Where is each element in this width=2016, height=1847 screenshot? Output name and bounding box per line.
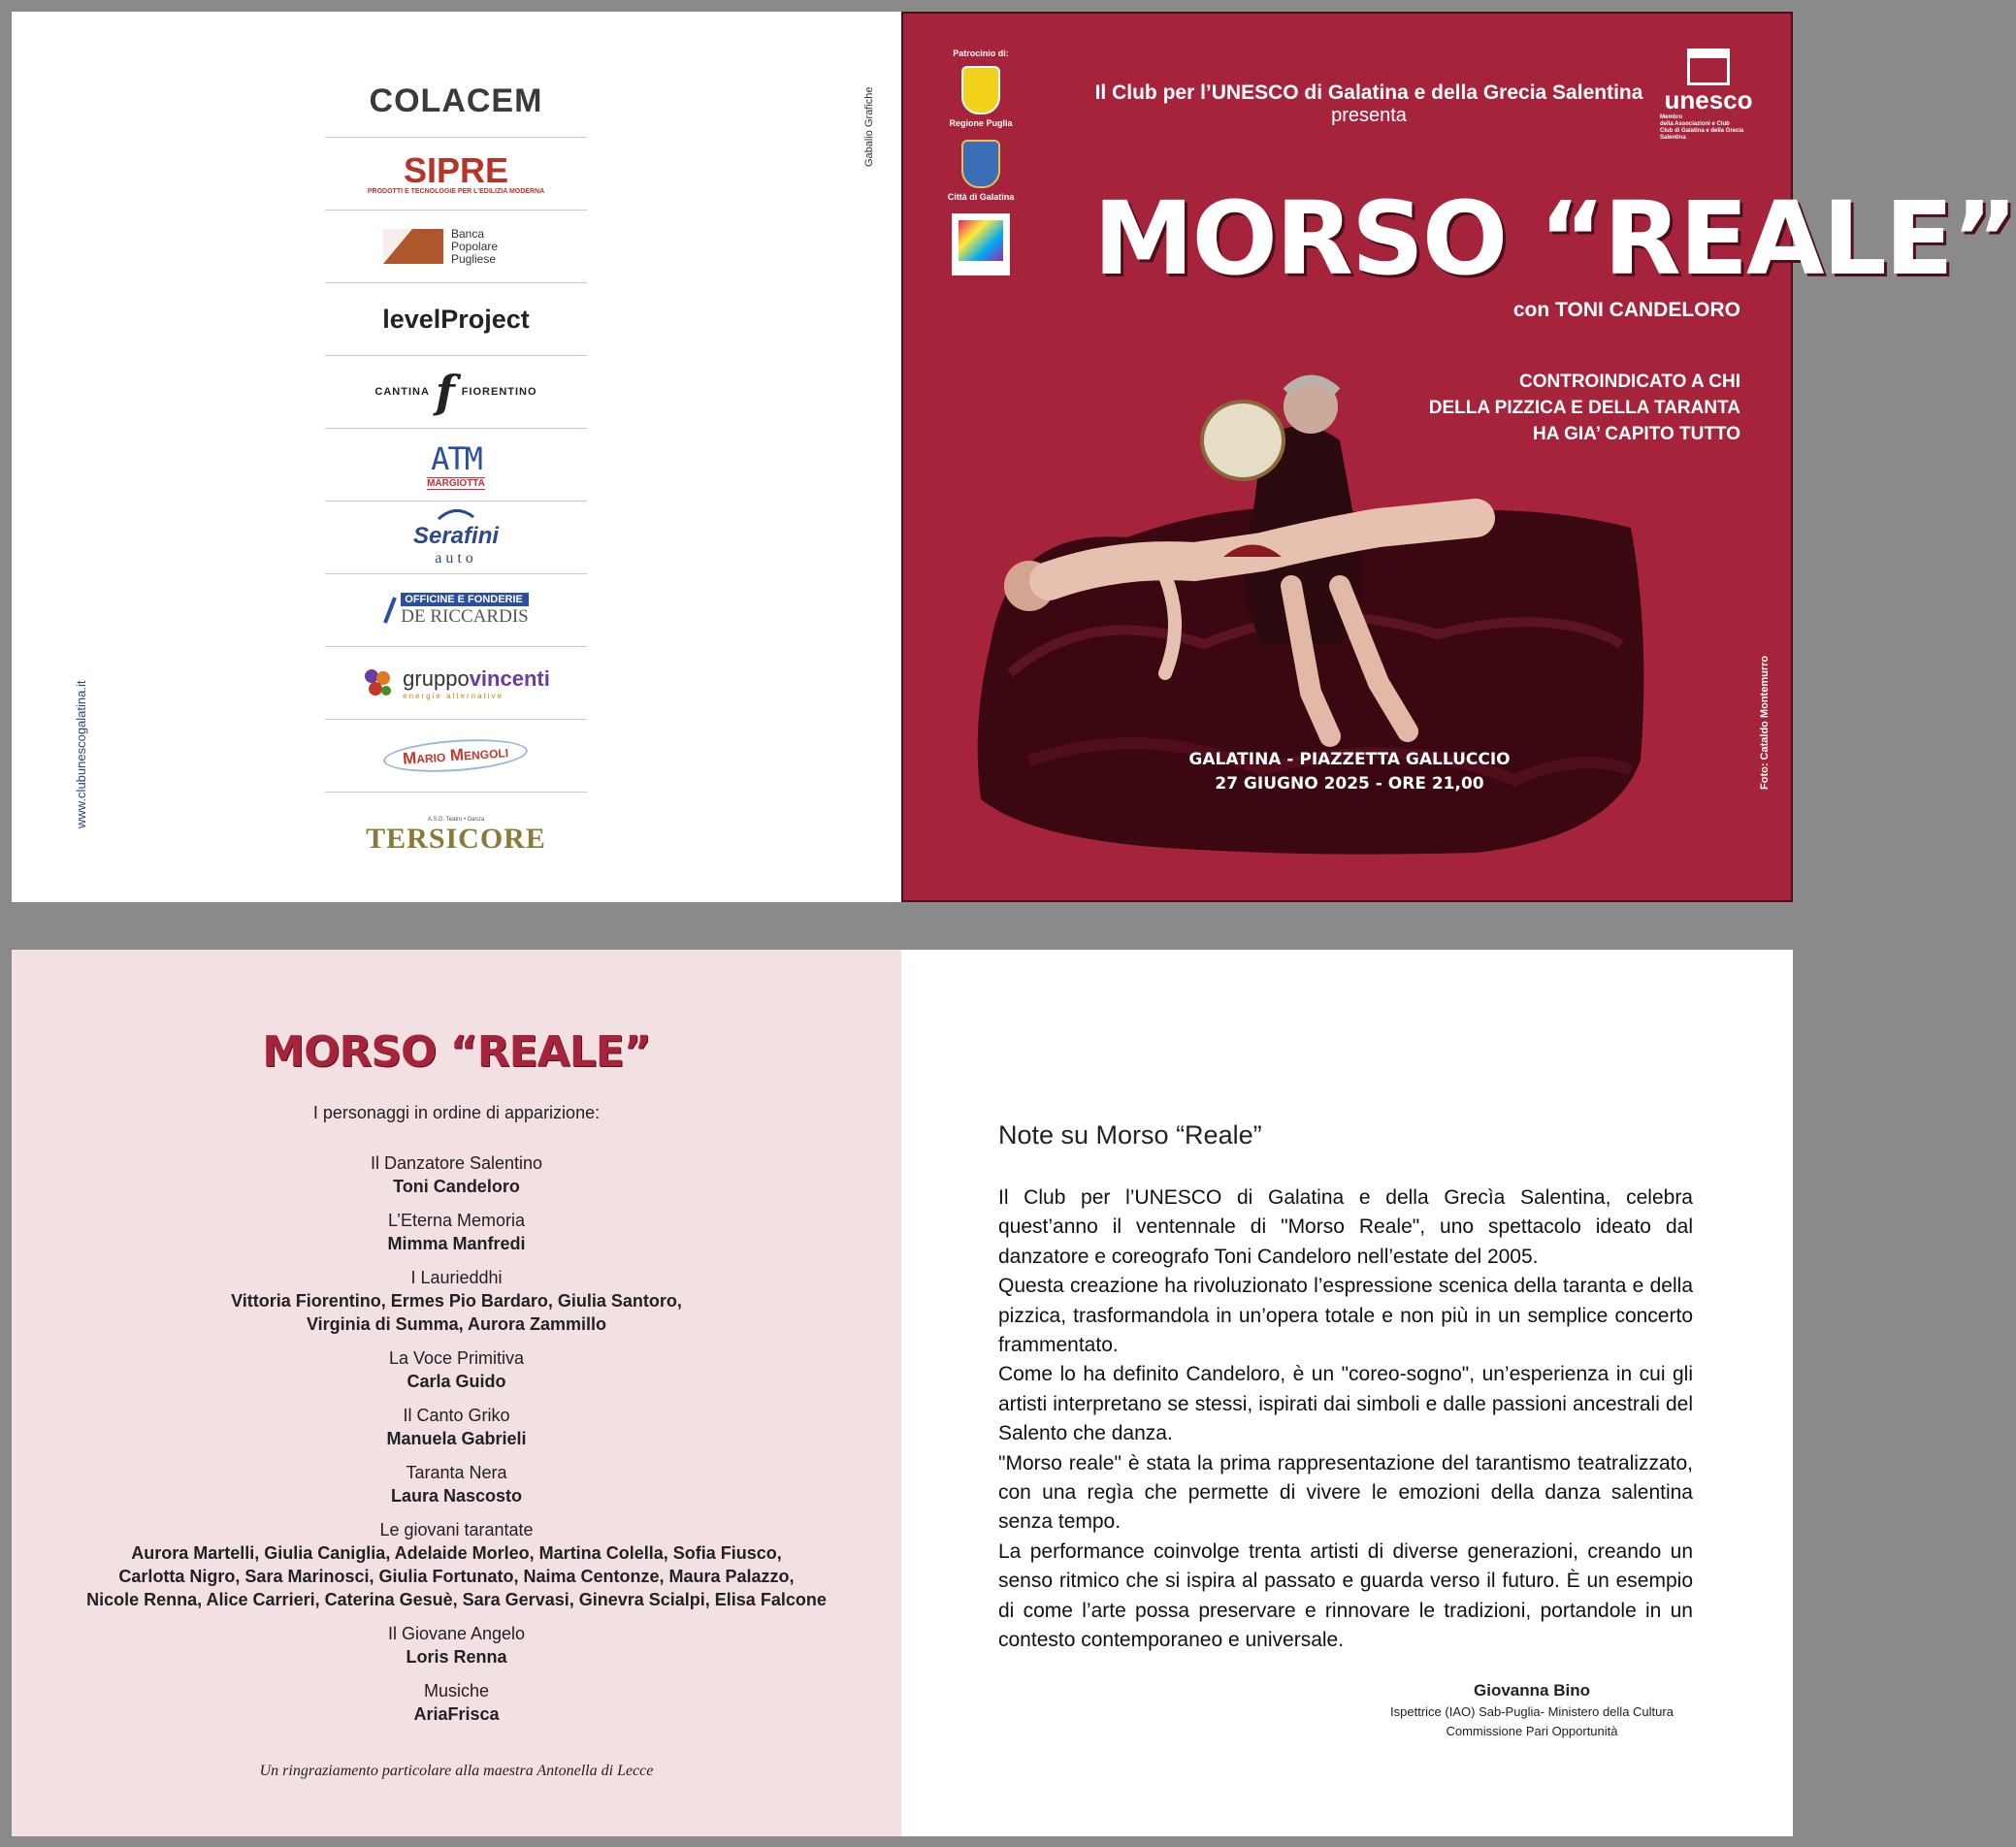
bpp-logo-icon [383, 229, 443, 264]
gruppo-vincenti-logo: gruppovincenti [403, 665, 550, 691]
sponsor-cantina-fiorentino[interactable] [325, 356, 587, 429]
de-riccardis-mark-icon [383, 596, 397, 625]
festival-logo-icon [952, 213, 1010, 275]
event-venue: GALATINA - PIAZZETTA GALLUCCIO [1188, 750, 1511, 769]
patron-caption: Regione Puglia [949, 118, 1013, 128]
levelproject-logo: levelProject [382, 304, 530, 334]
cast-entry: Musiche AriaFrisca [413, 1681, 500, 1724]
signature-name: Giovanna Bino [1474, 1681, 1590, 1700]
sponsor-de-riccardis[interactable] [325, 574, 587, 647]
cast-entry: Il Danzatore Salentino Toni Candeloro [370, 1153, 543, 1196]
unesco-logo: unesco Membro della Associazioni e Club Club di Galatina e della Grecia Salentina [1650, 49, 1767, 142]
sponsor-list [325, 65, 587, 880]
cast-panel [12, 950, 901, 1836]
cast-entry: L’Eterna Memoria Mimma Manfredi [387, 1211, 526, 1253]
photo-credit: Foto: Cataldo Montemurro [1759, 655, 1771, 790]
cast-title: MORSO “REALE” [262, 1027, 651, 1077]
notes-paragraph: Come lo ha definito Candeloro, è un "coreo-sogno", un’esperienza in cui gli artisti interpretano se stessi, ispirati dai simboli e dalle passioni ancestrali del Salento che danza. [998, 1363, 1693, 1445]
signature-role: Commissione Pari Opportunità [1446, 1724, 1618, 1738]
tagline: CONTROINDICATO A CHI DELLA PIZZICA E DELLA TARANTA HA GIA’ CAPITO TUTTO [1428, 372, 1740, 444]
sponsor-atm[interactable] [325, 429, 587, 502]
cast-entry: Il Canto Griko Manuela Gabrieli [386, 1406, 527, 1448]
colacem-logo: COLACEM [369, 81, 543, 119]
sponsor-bpp[interactable] [325, 211, 587, 283]
notes-paragraph: Questa creazione ha rivoluzionato l’espressione scenica della taranta e della pizzica, trasformandola in un’opera totale e non più in un semplice concerto frammentato. [998, 1275, 1693, 1357]
event-date: 27 GIUGNO 2025 - ORE 21,00 [1215, 774, 1484, 794]
club-website-link[interactable]: www.clubunescogalatina.it [74, 680, 88, 828]
notes-paragraph: La performance coinvolge trenta artisti di diverse generazioni, creando un senso ritmico che si ispira al passato e guarda verso il futuro. È un esempio di come l’arte possa preservare e rinnovare le tradizioni, portandole in un contesto contemporaneo e universale. [998, 1539, 1693, 1652]
sponsor-gruppo-vincenti[interactable]: gruppovincenti energie alternative [325, 647, 587, 720]
notes-panel [901, 950, 1793, 1836]
serafini-logo: Serafini auto [413, 507, 499, 567]
sponsor-serafini[interactable] [325, 502, 587, 574]
sponsor-levelproject[interactable] [325, 283, 587, 356]
atm-logo: ATM MARGIOTTA [427, 439, 485, 489]
bpp-name: Banca Popolare Pugliese [451, 226, 499, 266]
cast-entry: Le giovani tarantate Aurora Martelli, Giulia Caniglia, Adelaide Morleo, Martina Colella, Sofia Fiusco, Carlotta Nigro, Sara Marinosci, Giulia Fortunato, Naima Centonze, Maura Palazzo, Nicole Renna, Alice Carrieri, Caterina Gesuè, Sara Gervasi, Ginevra Scialpi, Elisa Falcone [86, 1520, 827, 1609]
patronage-block [942, 49, 1020, 279]
sponsor-sipre[interactable] [325, 138, 587, 211]
cast-list [50, 1151, 862, 1736]
gruppo-vincenti-leaf-icon [362, 666, 395, 699]
signature-role: Ispettrice (IAO) Sab-Puglia- Ministero della Cultura [1390, 1704, 1674, 1719]
cast-entry: Taranta Nera Laura Nascosto [390, 1463, 523, 1506]
notes-title: Note su Morso “Reale” [998, 1120, 1262, 1150]
mario-mengoli-logo: Mario Mengoli [383, 735, 530, 776]
signature-block [1328, 1681, 1736, 1741]
sponsor-mario-mengoli[interactable] [325, 720, 587, 793]
cantina-f-mark: f [435, 366, 456, 418]
serafini-swoosh-icon [437, 507, 475, 523]
galatina-crest-icon [961, 140, 1000, 188]
de-riccardis-logo: OFFICINE E FONDERIE DE RICCARDIS [383, 593, 528, 628]
cast-entry: Il Giovane Angelo Loris Renna [387, 1624, 526, 1667]
notes-paragraph: Il Club per l’UNESCO di Galatina e della Grecìa Salentina, celebra quest’anno il ventennale di "Morso Reale", uno spettacolo ideato dal danzatore e coreografo Toni Candeloro nell’estate del 2005. [998, 1186, 1693, 1268]
sponsor-colacem[interactable] [325, 65, 587, 138]
cantina-fiorentino-logo: CANTINA f FIORENTINO [374, 366, 537, 418]
patronage-label: Patrocinio di: [953, 49, 1009, 58]
printer-credit: Gabalio Grafiche [863, 86, 875, 167]
cast-entry: La Voce Primitiva Carla Guido [388, 1348, 525, 1391]
organizer-name: Il Club per l’UNESCO di Galatina e della Grecia Salentina [1094, 81, 1643, 104]
tersicore-logo: A.S.D. Teatro • Danza TERSICORE [366, 817, 546, 855]
cast-subtitle: I personaggi in ordine di apparizione: [312, 1103, 601, 1122]
regione-puglia-crest-icon [961, 66, 1000, 114]
presents-label: presenta [1331, 105, 1407, 126]
acknowledgement: Un ringraziamento particolare alla maestra Antonella di Lecce [259, 1763, 654, 1779]
unesco-temple-icon [1687, 49, 1730, 85]
event-details [1155, 748, 1544, 796]
organizer-block [1078, 81, 1660, 127]
patron-caption: Città di Galatina [947, 192, 1015, 202]
cover-panel [901, 12, 2016, 902]
notes-body [998, 1183, 1693, 1656]
sponsor-tersicore[interactable] [325, 793, 587, 880]
performer-line: con TONI CANDELORO [1512, 299, 1740, 321]
sipre-logo: SIPRE PRODOTTI E TECNOLOGIE PER L'EDILIZIA MODERNA [367, 149, 545, 195]
show-title: MORSO “REALE” [1093, 179, 2016, 298]
sponsors-panel [12, 12, 901, 902]
notes-paragraph: "Morso reale" è stata la prima rappresentazione del tarantismo teatralizzato, con una regìa che permette di vivere le emozioni della danza salentina senza tempo. [998, 1451, 1693, 1534]
cast-entry: I Laurieddhi Vittoria Fiorentino, Ermes Pio Bardaro, Giulia Santoro, Virginia di Summa, Aurora Zammillo [231, 1268, 682, 1334]
